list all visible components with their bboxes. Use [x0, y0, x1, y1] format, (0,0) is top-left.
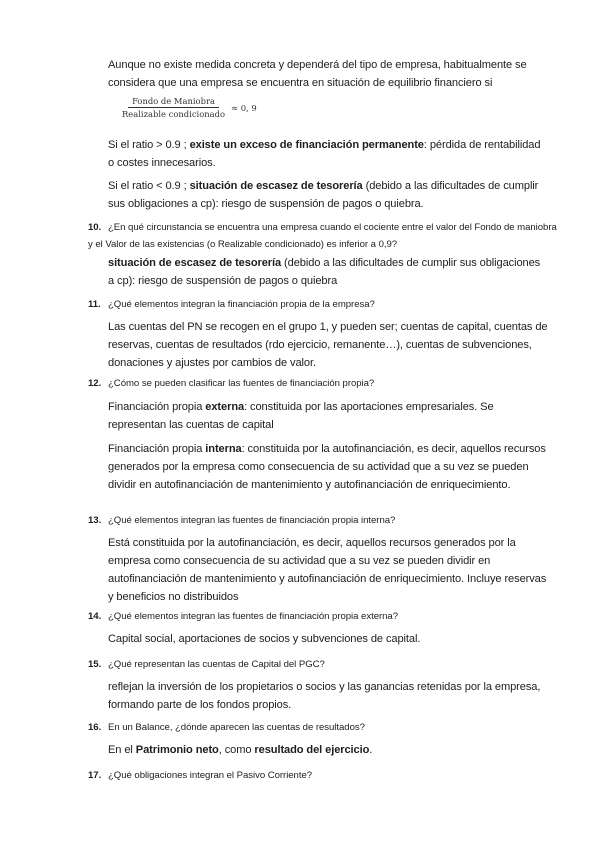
answer-14: Capital social, aportaciones de socios y subvenciones de capital. [108, 633, 421, 645]
answer-11: Las cuentas del PN se recogen en el grupo 1, y pueden ser; cuentas de capital, cuentas de reservas, cuentas de resultados (rdo ejercicio, remanente…), cuentas de subvenciones, donaciones y ajustes por cambios de valor. [108, 321, 548, 369]
question-17: 17. ¿Qué obligaciones integran el Pasivo Corriente? [88, 770, 313, 781]
question-15: 15. ¿Qué representan las cuentas de Capital del PGC? [88, 659, 325, 670]
question-11: 11. ¿Qué elementos integran la financiación propia de la empresa? [88, 299, 375, 310]
formula-relation: ≈ 0, 9 [231, 102, 257, 113]
formula-denominator: Realizable condicionado [122, 109, 226, 119]
ratio-high-paragraph: Si el ratio > 0.9 ; existe un exceso de financiación permanente: pérdida de rentabilidad o costes innecesarios. [108, 139, 541, 169]
formula-numerator: Fondo de Maniobra [128, 96, 219, 108]
ratio-low-paragraph: Si el ratio < 0.9 ; situación de escasez de tesorería (debido a las dificultades de cumplir sus obligaciones a cp): riesgo de suspensión de pagos o quiebra. [108, 180, 539, 210]
intro-paragraph: Aunque no existe medida concreta y dependerá del tipo de empresa, habitualmente se considera que una empresa se encuentra en situación de equilibrio financiero si [108, 59, 527, 89]
equilibrium-formula [120, 96, 257, 119]
question-12: 12. ¿Cómo se pueden clasificar las fuentes de financiación propia? [88, 378, 375, 389]
question-10: 10. ¿En qué circunstancia se encuentra una empresa cuando el cociente entre el valor del Fondo de maniobra y el Valor de las existencias (o Realizable condicionado) es inferior a 0,9? [88, 222, 557, 250]
answer-16: En el Patrimonio neto, como resultado del ejercicio. [108, 744, 373, 756]
question-14: 14. ¿Qué elementos integran las fuentes de financiación propia externa? [88, 611, 398, 622]
answer-10: situación de escasez de tesorería (debido a las dificultades de cumplir sus obligaciones a cp): riesgo de suspensión de pagos o quiebra [108, 257, 541, 287]
answer-15: reflejan la inversión de los propietarios o socios y las ganancias retenidas por la empresa, formando parte de los fondos propios. [108, 681, 541, 711]
answer-12-external: Financiación propia externa: constituida por las aportaciones empresariales. Se representan las cuentas de capital [108, 401, 494, 431]
answer-13: Está constituida por la autofinanciación, es decir, aquellos recursos generados por la empresa como consecuencia de su actividad que a su vez se pueden dividir en autofinanciación de mantenimiento y autofinanciación de enriquecimiento. Incluye reservas y beneficios no distribuidos [108, 537, 547, 603]
question-16: 16. En un Balance, ¿dónde aparecen las cuentas de resultados? [88, 722, 365, 733]
question-13: 13. ¿Qué elementos integran las fuentes de financiación propia interna? [88, 515, 396, 526]
answer-12-internal: Financiación propia interna: constituida por la autofinanciación, es decir, aquellos recursos generados por la empresa como consecuencia de su actividad que a su vez se pueden dividir en autofinanciación de mantenimiento y autofinanciación de enriquecimiento. [108, 443, 546, 491]
formula-fraction [120, 96, 227, 119]
